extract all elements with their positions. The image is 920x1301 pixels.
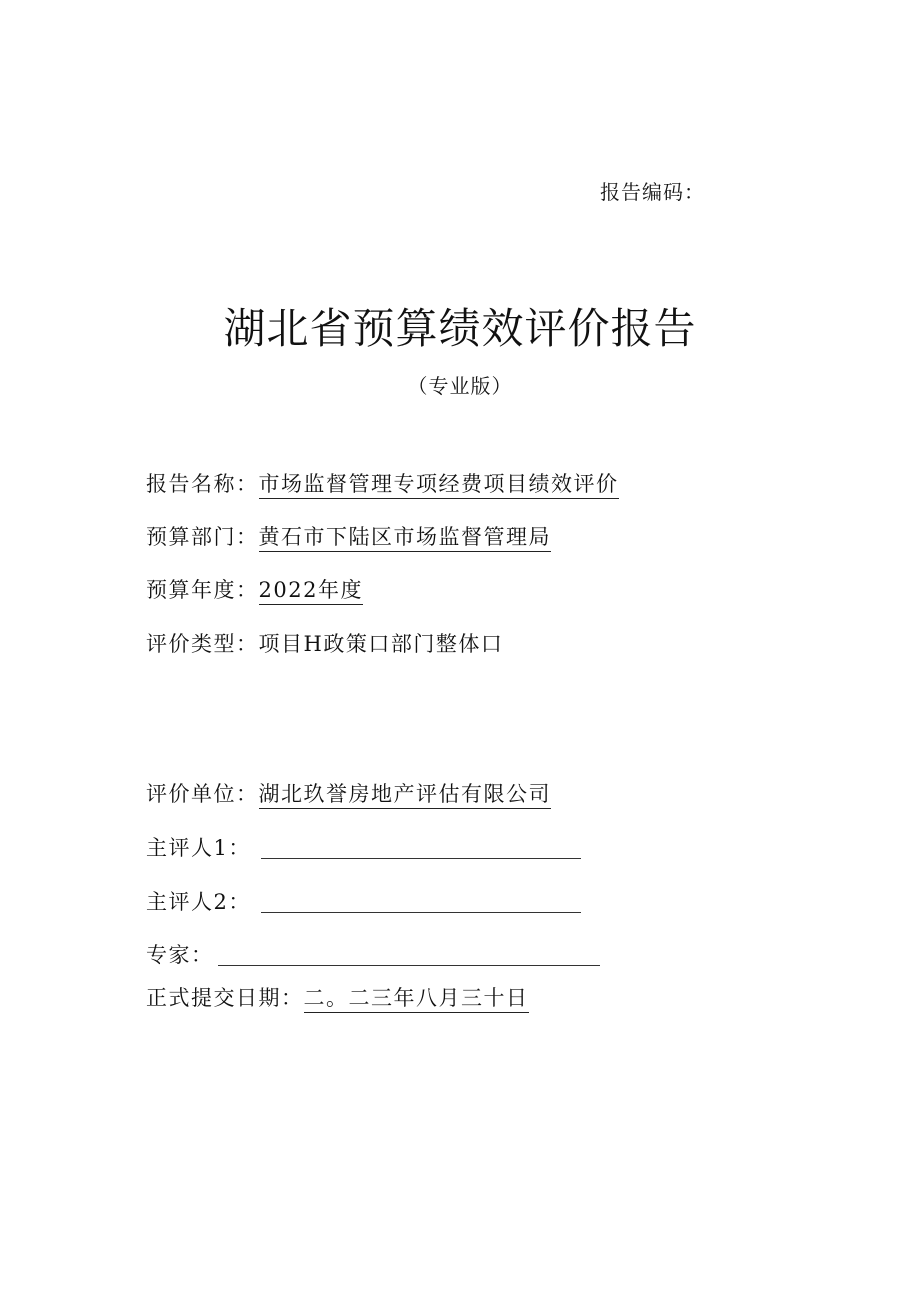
blank-line [218,964,600,966]
field-label: 主评人2： [146,890,251,914]
field-label: 正式提交日期： [146,986,304,1010]
field-budget-year [146,578,363,605]
field-submit-date [146,986,529,1013]
field-chief-reviewer-2 [146,890,581,917]
field-expert [146,943,600,970]
field-label: 评价类型： [146,632,259,656]
report-title: 湖北省预算绩效评价报告 [223,304,697,353]
field-label: 专家： [146,943,214,967]
field-value: 湖北玖誉房地产评估有限公司 [259,782,552,809]
field-label: 预算年度： [146,578,259,602]
field-eval-type [146,632,503,659]
field-label: 报告名称： [146,472,259,496]
field-label: 主评人1： [146,836,251,860]
field-value: 市场监督管理专项经费项目绩效评价 [259,472,619,499]
field-label: 评价单位： [146,782,259,806]
blank-line [261,857,581,859]
field-value: 黄石市下陆区市场监督管理局 [259,525,552,552]
field-chief-reviewer-1 [146,836,581,863]
field-eval-unit [146,782,551,809]
report-code-label: 报告编码： [600,180,705,204]
field-value: 2022年度 [259,578,363,605]
field-value: 二。二三年八月三十日 [304,986,529,1013]
field-report-name [146,472,619,499]
report-subtitle: （专业版） [407,374,513,398]
field-budget-dept [146,525,551,552]
field-value: 项目H政策口部门整体口 [258,632,504,656]
field-label: 预算部门： [146,525,259,549]
blank-line [261,911,581,913]
